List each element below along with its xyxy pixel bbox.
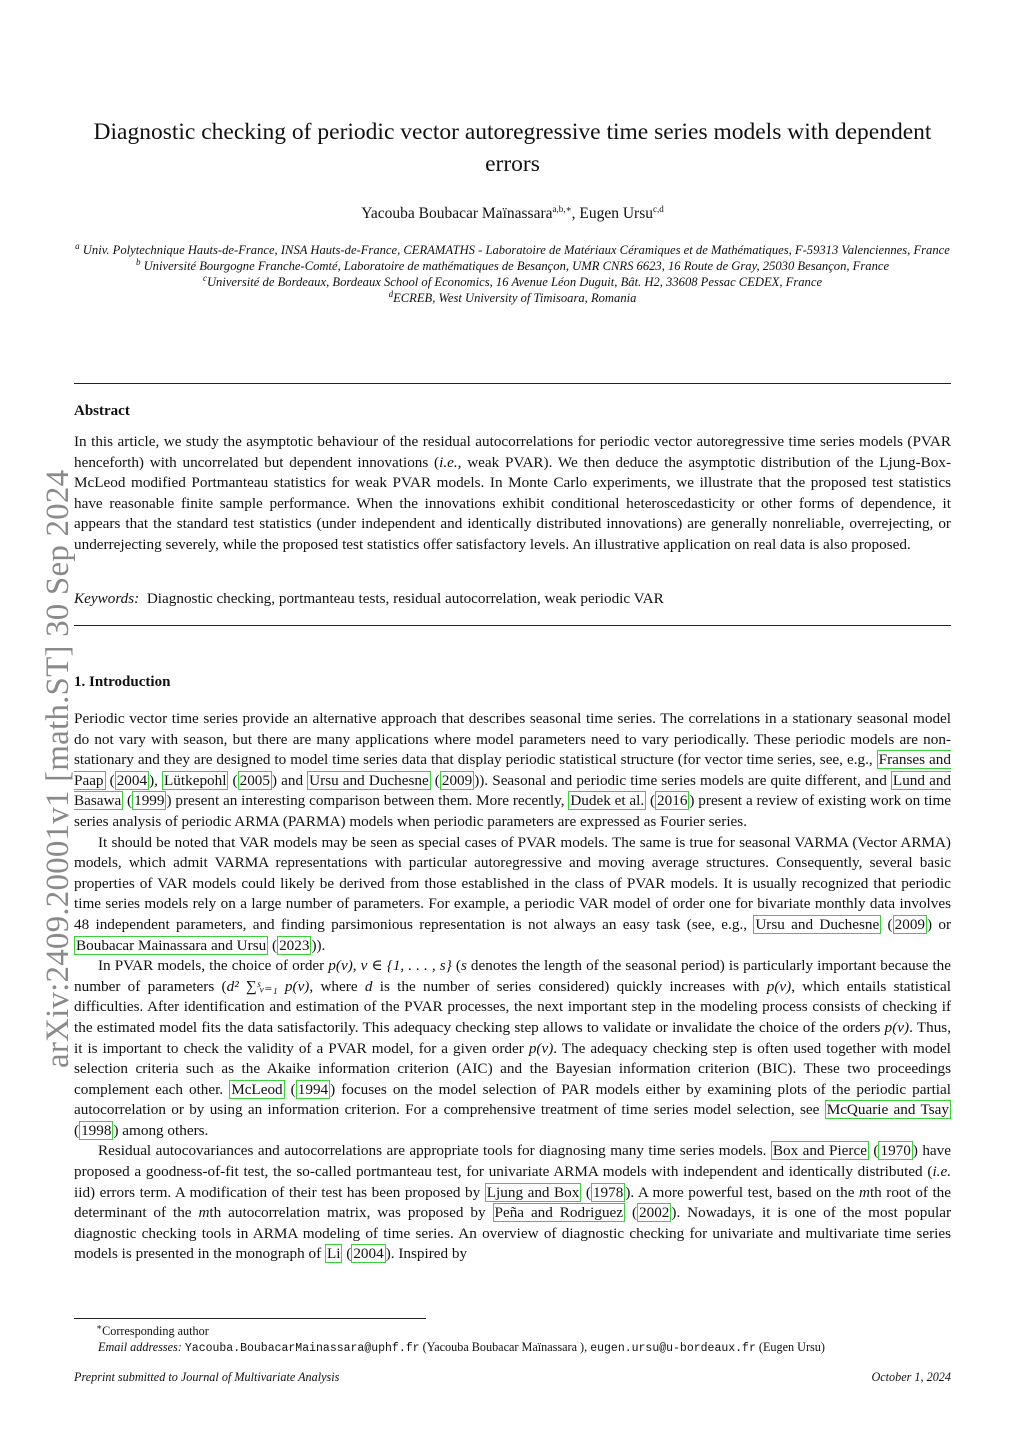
text: Residual autocovariances and autocorrelations are appropriate tools for diagnosing many time series models. [98, 1142, 771, 1160]
top-divider [74, 383, 951, 384]
footnote-emails [96, 1339, 951, 1357]
citation-year-link[interactable]: 1970 [880, 1142, 911, 1160]
citation-link[interactable]: Lütkepohl [164, 771, 227, 789]
keywords [74, 590, 951, 608]
affiliation-b [74, 258, 951, 274]
citation-link[interactable]: Ljung and Box [486, 1183, 580, 1201]
author-affil-marks[interactable]: c,d [653, 203, 664, 214]
text: . A more powerful test, based on the [630, 1183, 859, 1201]
citation-year-link[interactable]: 2002 [639, 1204, 670, 1222]
citation-year-link[interactable]: 1994 [297, 1080, 329, 1098]
footnote [96, 1323, 951, 1357]
text: among others. [118, 1121, 209, 1139]
text: . The adequacy checking step is often used together with model selection criteria such as the Akaike information criterion (AIC) and the Bayesian information criterion (BIC). These two proceedings complement each other. [74, 1039, 951, 1098]
affiliation-d [74, 290, 951, 306]
affil-mark: b [135, 256, 141, 267]
text: ). [316, 936, 326, 954]
footnote-corresponding [96, 1323, 951, 1339]
page-footer [74, 1370, 951, 1385]
keywords-divider [74, 625, 951, 626]
text: d [364, 977, 373, 995]
citation-year-link[interactable]: 2023 [279, 936, 310, 954]
text: , [154, 771, 163, 789]
text: or [932, 915, 952, 933]
text: m [198, 1204, 210, 1222]
author-separator: , [571, 205, 580, 222]
citation-year-link[interactable]: 1998 [81, 1121, 112, 1139]
email-link[interactable]: eugen.ursu@u-bordeaux.fr [590, 1342, 756, 1355]
text: . Thus, it is important to check the validity of a PVAR model, for a given order [74, 1018, 951, 1057]
citation-link[interactable]: Ursu and Duchesne [755, 915, 880, 933]
affil-mark: d [388, 288, 394, 299]
text: ). Seasonal and periodic time series models are quite different, and [479, 771, 891, 789]
citation-year-link[interactable]: 2004 [116, 771, 148, 789]
affil-text: ECREB, West University of Timisoara, Romania [393, 291, 637, 305]
text: is the number of series considered) quickly increases with [372, 977, 767, 995]
citation-link[interactable]: Peña and Rodriguez [494, 1204, 624, 1222]
citation-link[interactable]: Franses and Paap [74, 751, 951, 789]
affil-mark: a [75, 240, 80, 251]
text: ( [451, 957, 461, 975]
abstract-body [74, 432, 951, 556]
text: , weak PVAR). We then deduce the asymptotic distribution of the Ljung-Box-McLeod modified Portmanteau statistics for weak PVAR models. In Monte Carlo experiments, we illustrate that the proposed test statistics have reasonable finite sample performance. When the innovations exhibit conditional heteroscedasticity or other forms of dependence, it appears that the standard test statistics (under independent and identically distributed innovations) are generally nonreliable, overrejecting, or underrejecting severely, while the proposed test statistics offer satisfactory levels. An illustrative application on real data is also proposed. [74, 453, 951, 553]
text: present a review of existing work on time series analysis of periodic ARMA (PARMA) models when periodic parameters are expressed as Fourier series. [74, 792, 951, 830]
arxiv-stamp[interactable]: arXiv:2409.20001v1 [math.ST] 30 Sep 2024 [40, 469, 76, 1068]
text: ν ∈ {1, . . . , s} [360, 957, 452, 975]
citation-link[interactable]: Ursu and Duchesne [309, 771, 429, 789]
text: p(ν) [528, 1039, 554, 1057]
paragraph: It should be noted that VAR models may be seen as special cases of PVAR models. The same is true for seasonal VARMA (Vector ARMA) models, which admit VARMA representations with particular autoregressive and moving average structures. Consequently, several basic properties of VAR models could likely be derived from those established in the class of PVAR models. It is usually recognized that periodic time series models rely on a large number of parameters. For example, a periodic VAR model of order one for bivariate monthly data involves 48 independent parameters, and finding parsimonious representation is not always an easy task (see, e.g., Ursu and Duchesne ( 2009 ) or Boubacar Mainassara and Ursu ( 2023 )). [74, 833, 952, 954]
citation-link[interactable]: Dudek et al. [570, 792, 645, 810]
citation-year-link[interactable]: 2016 [657, 792, 688, 810]
text: , where [309, 977, 365, 995]
footnote-divider [74, 1318, 426, 1319]
email-link[interactable]: Yacouba.BoubacarMainassara@uphf.fr [184, 1342, 420, 1355]
text: Periodic vector time series provide an alternative approach that describes seasonal time series. The correlations in a stationary seasonal model do not vary with season, but there are many applications where model parameters need to vary periodically. These periodic models are non-stationary and they are designed to model time series data that display periodic statistical structure (for vector time series, see, e.g., [74, 710, 951, 769]
author-name: Eugen Ursu [579, 205, 653, 222]
citation-link[interactable]: Lund and Basawa [74, 771, 952, 810]
text: In PVAR models, the choice of order [98, 957, 329, 975]
citation-link[interactable]: McQuarie and Tsay [826, 1101, 949, 1119]
text: denotes the length of the seasonal period) is particularly important because the number of parameters ( [74, 957, 952, 995]
email-label: Email addresses: [98, 1340, 182, 1354]
affiliations [74, 242, 951, 306]
citation-year-link[interactable]: 2004 [353, 1245, 384, 1263]
keywords-label: Keywords: [74, 590, 140, 607]
text: present an interesting comparison between them. More recently, [171, 792, 569, 810]
citation-link[interactable]: Box and Pierce [772, 1142, 867, 1160]
text: p(ν) [884, 1018, 910, 1036]
paper-title: Diagnostic checking of periodic vector autoregressive time series models with dependent errors [93, 119, 932, 177]
affiliation-c [74, 274, 951, 290]
text: m [858, 1183, 870, 1201]
text: th root of the determinant of the [74, 1183, 952, 1222]
citation-year-link[interactable]: 2009 [894, 915, 925, 933]
author-affil-marks[interactable]: a,b,∗ [552, 203, 572, 214]
text: have proposed a goodness-of-fit test, the so-called portmanteau test, for univariate ARMA models with independent and identically distributed ( [74, 1142, 952, 1181]
footer-journal: Preprint submitted to Journal of Multivariate Analysis [74, 1370, 340, 1384]
text: s [460, 957, 467, 975]
text: . Nowadays, it is one of the most popular diagnostic checking tools in ARMA modeling of time series. An overview of diagnostic checking for univariate and multivariate time series models is presented in the monograph of [74, 1204, 952, 1263]
footer-date: October 1, 2024 [871, 1370, 951, 1384]
formula: d² ∑ˢᵥ₌₁ p(ν) [226, 977, 310, 995]
text: th autocorrelation matrix, was proposed by [209, 1204, 493, 1222]
abstract-heading: Abstract [74, 403, 130, 419]
intro-body [74, 709, 951, 1265]
section-heading: 1. Introduction [74, 674, 171, 690]
paragraph: Periodic vector time series provide an alternative approach that describes seasonal time series. The correlations in a stationary seasonal model do not vary with season, but there are many applications where model parameters need to vary periodically. These periodic models are non-stationary and they are designed to model time series data that display periodic statistical structure (for vector time series, see, e.g., Franses and Paap ( 2004 ), Lütkepohl ( 2005 ) and Ursu and Duchesne ( 2009 )). Seasonal and periodic time series models are quite different, and Lund and Basawa ( 1999 ) present an interesting comparison between them. More recently, Dudek et al. ( 2016 ) present a review of existing work on time series analysis of periodic ARMA (PARMA) models when periodic parameters are expressed as Fourier series. [74, 710, 952, 830]
text: (Eugen Ursu) [755, 1340, 825, 1354]
text: , [352, 957, 361, 975]
affil-text: Univ. Polytechnique Hauts-de-France, INSA Hauts-de-France, CERAMATHS - Laboratoire de Matériaux Céramiques et de Mathématiques, F-59313 Valenciennes, France [79, 243, 950, 257]
text: . Inspired by [390, 1245, 468, 1263]
keywords-text: Diagnostic checking, portmanteau tests, residual autocorrelation, weak periodic VAR [146, 590, 664, 607]
text: focuses on the model selection of PAR models either by examining plots of the periodic partial autocorrelation or by using an information criterion. For a comprehensive treatment of time series model selection, see [74, 1080, 951, 1119]
author-line [74, 205, 951, 223]
text: i.e. [439, 453, 458, 471]
affiliation-a [74, 242, 951, 258]
citation-year-link[interactable]: 2005 [239, 771, 270, 789]
text: , which entails statistical difficulties. After identification and estimation of the PVAR processes, the next important step in the modeling process consists of checking if the estimated model fits the data satisfactorily. This adequacy checking step allows to validate or invalidate the choice of the orders [74, 977, 951, 1036]
citation-year-link[interactable]: 2009 [441, 771, 473, 789]
citation-year-link[interactable]: 1978 [592, 1183, 624, 1201]
affil-mark: c [202, 272, 207, 283]
paragraph: In PVAR models, the choice of order p(ν), ν ∈ {1, . . . , s} (s denotes the length of the seasonal period) is particularly important because the number of parameters (d² ∑ˢᵥ₌₁ p(ν), where d is the number of series considered) quickly increases with p(ν), which entails statistical difficulties. After identification and estimation of the PVAR processes, the next important step in the modeling process consists of checking if the estimated model fits the data satisfactorily. This adequacy checking step allows to validate or invalidate the choice of the orders p(ν). Thus, it is important to check the validity of a PVAR model, for a given order p(ν). The adequacy checking step is often used together with model selection criteria such as the Akaike information criterion (AIC) and the Bayesian information criterion (BIC). These two proceedings complement each other. McLeod ( 1994 ) focuses on the model selection of PAR models either by examining plots of the periodic partial autocorrelation or by using an information criterion. For a comprehensive treatment of time series model selection, see McQuarie and Tsay ( 1998 ) among others. [74, 957, 952, 1139]
text: It should be noted that VAR models may be seen as special cases of PVAR models. The same is true for seasonal VARMA (Vector ARMA) models, which admit VARMA representations with particular autoregressive and moving average structures. Consequently, several basic properties of VAR models could likely be derived from those established in the class of PVAR models. It is usually recognized that periodic time series models rely on a large number of parameters. For example, a periodic VAR model of order one for bivariate monthly data involves 48 independent parameters, and finding parsimonious representation is not always an easy task (see, e.g., [74, 833, 951, 933]
text: (Yacouba Boubacar Maïnassara ), [419, 1340, 591, 1354]
citation-link[interactable]: Li [326, 1245, 341, 1263]
text: and [277, 771, 308, 789]
affil-text: Université Bourgogne Franche-Comté, Laboratoire de mathématiques de Besançon, UMR CNRS 6623, 16 Route de Gray, 25030 Besançon, France [140, 259, 890, 273]
text: p(ν) [328, 957, 353, 975]
text: p(ν) [766, 977, 792, 995]
affil-text: Université de Bordeaux, Bordeaux School of Economics, 16 Avenue Léon Duguit, Bât. H2, 33608 Pessac CEDEX, France [206, 275, 823, 289]
paragraph: Residual autocovariances and autocorrelations are appropriate tools for diagnosing many time series models. Box and Pierce ( 1970 ) have proposed a goodness-of-fit test, the so-called portmanteau test, for univariate ARMA models with independent and identically distributed (i.e. iid) errors term. A modification of their test has been proposed by Ljung and Box ( 1978 ). A more powerful test, based on the mth root of the determinant of the mth autocorrelation matrix, was proposed by Peña and Rodriguez ( 2002 ). Nowadays, it is one of the most popular diagnostic checking tools in ARMA modeling of time series. An overview of diagnostic checking for univariate and multivariate time series models is presented in the monograph of Li ( 2004 ). Inspired by [74, 1142, 952, 1263]
text: In this article, we study the asymptotic behaviour of the residual autocorrelations for periodic vector autoregressive time series models (PVAR henceforth) with uncorrelated but dependent innovations ( [74, 433, 951, 471]
citation-year-link[interactable]: 1999 [134, 792, 165, 810]
footnote-mark: ∗ [96, 1321, 103, 1332]
author-name: Yacouba Boubacar Maïnassara [361, 205, 553, 222]
footnote-text: Corresponding author [102, 1324, 209, 1338]
text: iid) errors term. A modification of their test has been proposed by [74, 1183, 485, 1201]
citation-link[interactable]: Boubacar Mainassara and Ursu [76, 936, 267, 954]
citation-link[interactable]: McLeod [231, 1080, 283, 1098]
text: i.e. [932, 1163, 951, 1181]
